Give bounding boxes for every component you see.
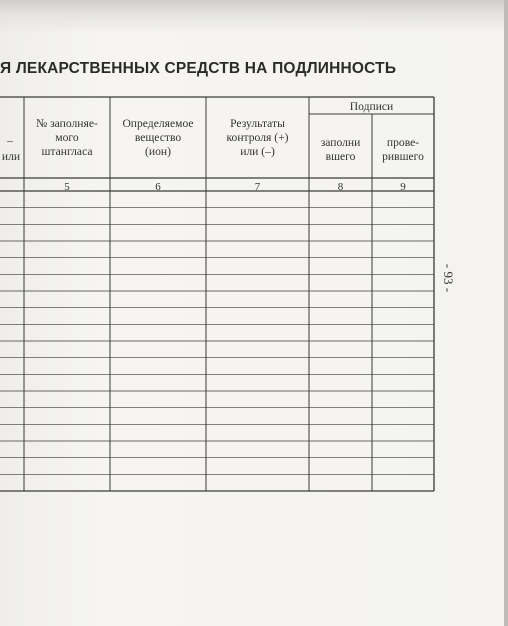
col-header-line: штангласа — [41, 145, 93, 158]
col-header-line: мого — [55, 131, 79, 144]
col-number-6: 6 — [155, 181, 161, 193]
col-header-line: Определяемое — [122, 117, 194, 130]
col-header-line: или (–) — [240, 145, 275, 158]
col-header-filled-by — [309, 136, 372, 164]
col-header-results — [206, 117, 309, 159]
page-number: - 93 - — [441, 263, 457, 293]
col-header-line: прове- — [386, 136, 420, 149]
col-header-checked-by — [372, 136, 434, 164]
col-header-line: Результаты — [230, 117, 285, 130]
col-header-line: контроля (+) — [226, 131, 289, 144]
left-partial-text: или — [1, 150, 21, 163]
col-header-line: № заполняе- — [36, 117, 98, 130]
col-number-9: 9 — [400, 181, 406, 193]
page-heading: Я ЛЕКАРСТВЕННЫХ СРЕДСТВ НА ПОДЛИННОСТЬ — [0, 60, 397, 77]
col-number-8: 8 — [337, 181, 344, 193]
col-header-line: рившего — [382, 150, 424, 163]
col-header-line: (ион) — [145, 145, 171, 158]
col-header-substance — [110, 117, 206, 159]
left-partial-dash: – — [7, 134, 13, 147]
group-header-signatures: Подписи — [349, 100, 394, 113]
col-header-line: вещество — [134, 131, 182, 144]
col-number-7: 7 — [254, 181, 261, 193]
col-header-line: вшего — [325, 150, 356, 163]
col-header-line: заполни — [320, 136, 361, 149]
col-number-5: 5 — [64, 181, 70, 193]
col-header-jar-number — [24, 117, 110, 159]
